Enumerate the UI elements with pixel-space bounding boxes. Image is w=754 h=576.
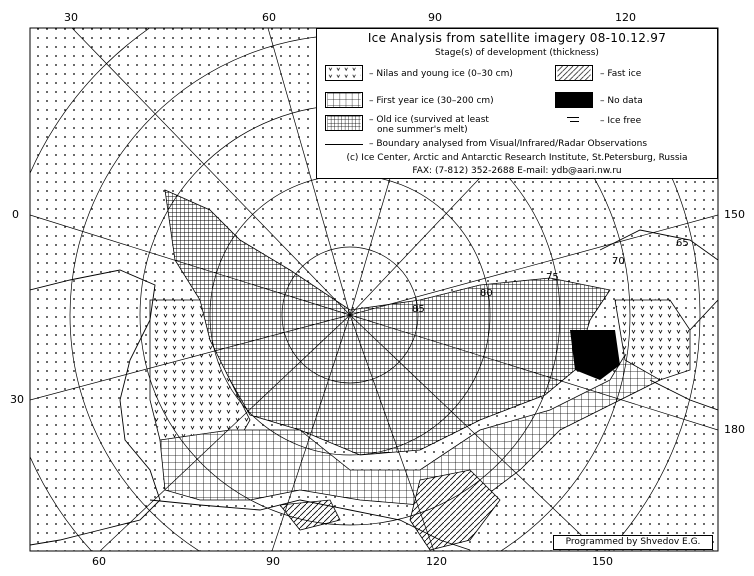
- legend-old-ice-label-2: one summer's melt): [377, 125, 468, 135]
- legend-subtitle: Stage(s) of development (thickness): [435, 48, 599, 58]
- legend-nilas-label: – Nilas and young ice (0–30 cm): [369, 69, 513, 79]
- ice-free-symbol: [567, 115, 581, 125]
- legend-fast-ice-label: – Fast ice: [600, 69, 642, 79]
- top-tick-label: 90: [428, 11, 442, 24]
- legend-contact: FAX: (7-812) 352-2688 E-mail: ydb@aari.nw.ru: [412, 166, 622, 176]
- legend-ice-free-label: – Ice free: [600, 116, 642, 126]
- bottom-tick-label: 120: [426, 555, 447, 568]
- left-tick-label: 0: [12, 208, 19, 221]
- left-tick-label: 30: [10, 393, 24, 406]
- programmer-credit: Programmed by Shvedov E.G.: [553, 535, 713, 550]
- latitude-label: 75: [546, 272, 559, 283]
- latitude-label: 85: [412, 304, 425, 315]
- legend-credit: (c) Ice Center, Arctic and Antarctic Research Institute, St.Petersburg, Russia: [346, 153, 688, 163]
- latitude-label: 80: [480, 288, 493, 299]
- legend-boundary-label: – Boundary analysed from Visual/Infrared/Radar Observations: [369, 139, 648, 149]
- bottom-tick-label: 150: [592, 555, 613, 568]
- latitude-label: 65: [676, 238, 689, 249]
- no-data-swatch: [555, 92, 593, 108]
- legend: [316, 28, 718, 179]
- legend-no-data-label: – No data: [600, 96, 643, 106]
- boundary-line-symbol: [325, 144, 363, 145]
- top-tick-label: 60: [262, 11, 276, 24]
- latitude-label: 70: [612, 256, 625, 267]
- legend-first-year-label: – First year ice (30–200 cm): [369, 96, 494, 106]
- legend-old-ice-label: – Old ice (survived at least: [369, 115, 489, 125]
- old-ice-swatch: [325, 115, 363, 131]
- legend-title: Ice Analysis from satellite imagery 08-10.12.97: [367, 31, 667, 45]
- fast-ice-swatch: [555, 65, 593, 81]
- first-year-swatch: [325, 92, 363, 108]
- nilas-swatch: [325, 65, 363, 81]
- right-tick-label: 150: [724, 208, 745, 221]
- top-tick-label: 120: [615, 11, 636, 24]
- bottom-tick-label: 60: [92, 555, 106, 568]
- bottom-tick-label: 90: [266, 555, 280, 568]
- right-tick-label: 180: [724, 423, 745, 436]
- top-tick-label: 30: [64, 11, 78, 24]
